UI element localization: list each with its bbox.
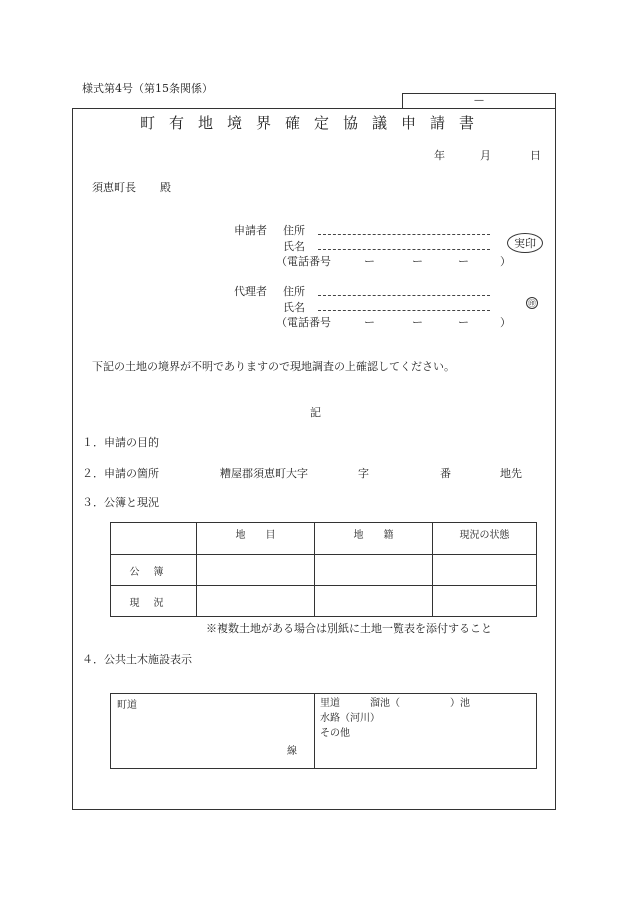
kubo-cell[interactable] (197, 555, 315, 586)
applicant-name-label: 氏名 (283, 240, 305, 253)
attachment-note: ※複数土地がある場合は別紙に土地一覧表を添付すること (206, 622, 492, 635)
addressee-name: 須恵町長 (92, 181, 136, 194)
facility-road-label: 町道 (117, 700, 137, 711)
kubo-table (110, 522, 537, 617)
date-month: 月 (480, 149, 491, 162)
applicant-phone-label: （電話番号 (276, 255, 331, 268)
item-location-label: ２．申請の箇所 (82, 467, 159, 480)
item-facility: ４．公共土木施設表示 (82, 653, 192, 666)
agent-address-line[interactable] (318, 295, 490, 296)
addressee-honorific: 殿 (160, 181, 171, 194)
facility-other-cell[interactable] (315, 694, 537, 769)
agent-name-line[interactable] (318, 310, 490, 311)
kubo-header-chiseki: 地 籍 (315, 523, 433, 555)
item-purpose: １．申請の目的 (82, 436, 159, 449)
agent-address-label: 住所 (283, 285, 305, 298)
receipt-number-box (402, 93, 556, 109)
agent-seal-text: ㊞ (528, 299, 536, 308)
applicant-role: 申請者 (234, 224, 267, 237)
genkyo-cell[interactable] (197, 586, 315, 617)
genkyo-cell[interactable] (315, 586, 433, 617)
item-location-chisaki: 地先 (500, 467, 522, 480)
applicant-phone-dash-2: ー (412, 255, 423, 268)
applicant-phone-dash-1: ー (364, 255, 375, 268)
genkyo-cell[interactable] (433, 586, 537, 617)
applicant-seal (507, 233, 543, 253)
applicant-phone-close: ） (500, 255, 511, 268)
agent-phone-dash-2: ー (412, 316, 423, 329)
date-year: 年 (434, 149, 445, 162)
kubo-row-kubo (111, 555, 537, 586)
facility-row (111, 694, 537, 769)
page-title: 町有地境界確定協議申請書 (139, 114, 488, 132)
kubo-row-genkyo (111, 586, 537, 617)
kubo-cell[interactable] (315, 555, 433, 586)
form-number: 様式第4号（第15条関係） (82, 82, 213, 95)
facility-satomichi-tameike: 里道 溜池（ ）池 (320, 698, 470, 709)
ki-heading: 記 (310, 406, 321, 419)
agent-name-label: 氏名 (283, 301, 305, 314)
facility-other: その他 (320, 728, 350, 739)
kubo-header-blank (111, 523, 197, 555)
applicant-address-label: 住所 (283, 224, 305, 237)
item-kubo-genkyo: ３．公簿と現況 (82, 496, 159, 509)
request-sentence: 下記の土地の境界が不明でありますので現地調査の上確認してください。 (92, 360, 455, 373)
agent-role: 代理者 (234, 285, 267, 298)
agent-phone-dash-1: ー (364, 316, 375, 329)
date-day: 日 (530, 149, 541, 162)
agent-phone-close: ） (500, 316, 511, 329)
kubo-row-label: 公簿 (111, 555, 197, 586)
facility-suiro: 水路（河川） (320, 713, 380, 724)
item-location-district: 糟屋郡須恵町大字 (220, 467, 308, 480)
genkyo-row-label: 現況 (111, 586, 197, 617)
kubo-header-row (111, 523, 537, 555)
facility-table (110, 693, 537, 769)
kubo-cell[interactable] (433, 555, 537, 586)
applicant-name-line[interactable] (318, 249, 490, 250)
applicant-seal-text: 実印 (514, 237, 536, 250)
agent-phone-dash-3: ー (458, 316, 469, 329)
applicant-address-line[interactable] (318, 234, 490, 235)
kubo-header-chimoku: 地 目 (197, 523, 315, 555)
agent-phone-label: （電話番号 (276, 316, 331, 329)
agent-seal (526, 297, 538, 309)
facility-road-cell[interactable] (111, 694, 315, 769)
applicant-phone-dash-3: ー (458, 255, 469, 268)
kubo-header-state: 現況の状態 (433, 523, 537, 555)
item-location-aza: 字 (358, 467, 369, 480)
receipt-mark: — (474, 95, 484, 106)
facility-road-suffix: 線 (287, 746, 297, 757)
item-location-ban: 番 (440, 467, 451, 480)
